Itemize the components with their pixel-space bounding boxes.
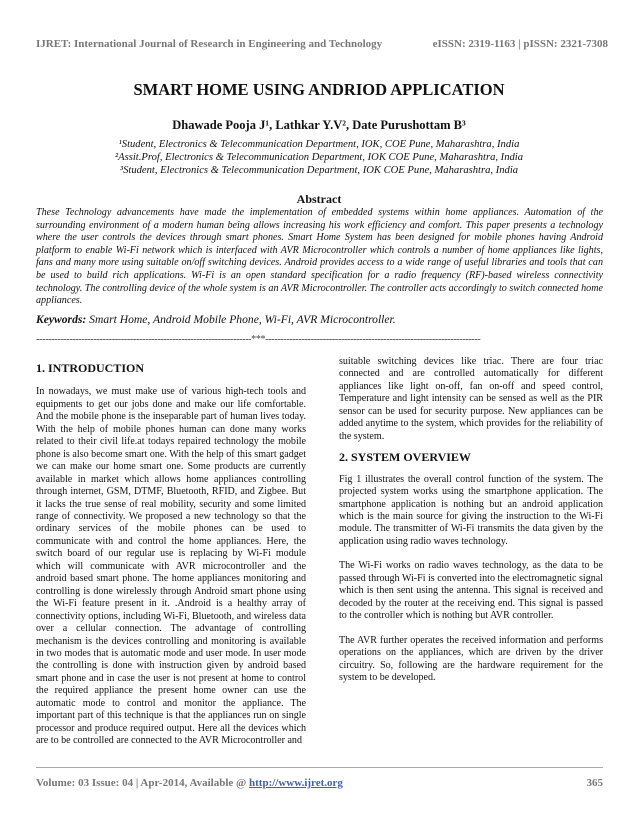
- intro-paragraph-continued: suitable switching devices like triac. There are four triac connected and are controlled automatically for different appliances like light on-off, fan on-off and speed control, Temperature and light intensity can be sensed as well as the PIR sensor can be used for security purpose. New appliances can be added anytime to the system, which provides for the reliability of the system.: [339, 356, 603, 442]
- keywords-text: Smart Home, Android Mobile Phone, Wi-Fi, AVR Microcontroller.: [86, 313, 396, 326]
- journal-name: IJRET: International Journal of Research in Engineering and Technology: [36, 38, 383, 50]
- running-footer: [36, 777, 603, 789]
- affiliation-3: ³Student, Electronics & Telecommunication Department, IOK COE Pune, Maharashtra, India: [119, 165, 519, 176]
- issn: eISSN: 2319-1163 | pISSN: 2321-7308: [432, 38, 608, 50]
- abstract-heading: Abstract: [296, 192, 342, 206]
- section-heading-introduction: 1. INTRODUCTION: [36, 361, 145, 375]
- page-number: 365: [586, 777, 603, 789]
- affiliation-2: ²Assit.Prof, Electronics & Telecommunication Department, IOK COE Pune, Maharashtra, India: [114, 152, 524, 163]
- keywords-label: Keywords:: [36, 313, 87, 326]
- paper-title: SMART HOME USING ANDRIOD APPLICATION: [133, 80, 505, 99]
- affiliations: [0, 138, 638, 177]
- footer-volume-text: Volume: 03 Issue: 04 | Apr-2014, Available @: [36, 777, 250, 789]
- authors: Dhawade Pooja J¹, Lathkar Y.V², Date Purushottam B³: [172, 118, 466, 132]
- footer-rule: [36, 767, 603, 768]
- overview-paragraph-2: The Wi-Fi works on radio waves technology, as the data to be passed through Wi-Fi is converted into the electromagnetic signal which is then sent using the antenna. This signal is received and decoded by the router at the receiving end. This signal is passed to the controller which is nothing but AVR controller.: [339, 560, 603, 622]
- abstract-text: These Technology advancements have made the implementation of embedded systems within home appliances. Automation of the surrounding environment of a modern human being allows increasing his work efficiency and comfort. This paper presents a technology where the user controls the devices through smart phones. Smart Home System has been designed for mobile phones having Android platform to enable Wi-Fi network which is interfaced with AVR Microcontroller which controls a number of home appliances like lights, fans and many more using suitable on/off switching devices. Android provides access to a wide range of useful libraries and tools that can be used to build rich applications. Wi-Fi is an open standard specification for a radio frequency (RF)-based wireless connectivity technology. The controlling device of the whole system is an AVR Microcontroller. The controller acts accordingly to switch connected home appliances.: [36, 207, 603, 307]
- journal-link[interactable]: http://www.ijret.org: [249, 777, 343, 789]
- keywords: [36, 313, 603, 326]
- overview-paragraph-3: The AVR further operates the received information and performs operations on the appliances, which are driven by the driver circuitry. So, following are the hardware requirement for the system to be developed.: [339, 634, 603, 683]
- left-column: [36, 356, 306, 748]
- footer-volume: [36, 777, 343, 789]
- right-column: [339, 356, 603, 684]
- intro-paragraph: In nowadays, we must make use of various high-tech tools and equipments to get our jobs done and make our life comfortable. And the mobile phone is the inseparable part of human lives today. With the help of mobile phones human can done many works related to their civil life.at todays repaired technology the mobile phone is also become smart one. With the help of this smart gadget we can make our home smart one. Some products are currently available in market which allows home appliances controlling through internet, GSM, DTMF, Bluetooth, RFID, and Zigbee. But it lacks the true sense of real mobility, security and some limited range of connectivity. We proposed a new technology so that the ordinary services of the mobile phones can be used to communicate with and control the home appliances. Here, the switch board of our regular use is replacing by Wi-Fi module which will communicate with AVR microcontroller and the android based smart phone. The home appliances monitoring and controlling is done wirelessly through Android smart phone using the Wi-Fi feature present in it. .Android is a healthy array of connectivity options, including Wi-Fi, Bluetooth, and wireless data over a cellular connection. The advantage of controlling mechanism is the devices controlling and monitoring is available in two modes that is automatic mode and user mode. In user mode the controlling is done with instruction given by android based smart phone and in case the user is not present at home to control the required appliance the present home owner can use the automatic mode to control and monitor the appliance. The important part of this technique is that the appliances run on single processor and produce required output. Here all the devices which are to be controlled are connected to the AVR Microcontroller and: [36, 386, 306, 747]
- section-separator: -----------------------------------------------------------------------***-----------------------------------------------------------------------: [36, 334, 481, 345]
- running-header: [36, 38, 608, 50]
- overview-paragraph-1: Fig 1 illustrates the overall control function of the system. The projected system works using the smartphone application. The smartphone application is nothing but an android application which is the main source for giving the instruction to the Wi-Fi module. The transmitter of Wi-Fi transmits the data given by the application using radio waves technology.: [339, 473, 603, 547]
- affiliation-1: ¹Student, Electronics & Telecommunication Department, IOK, COE Pune, Maharashtra, India: [118, 139, 520, 150]
- section-heading-system-overview: 2. SYSTEM OVERVIEW: [339, 450, 471, 465]
